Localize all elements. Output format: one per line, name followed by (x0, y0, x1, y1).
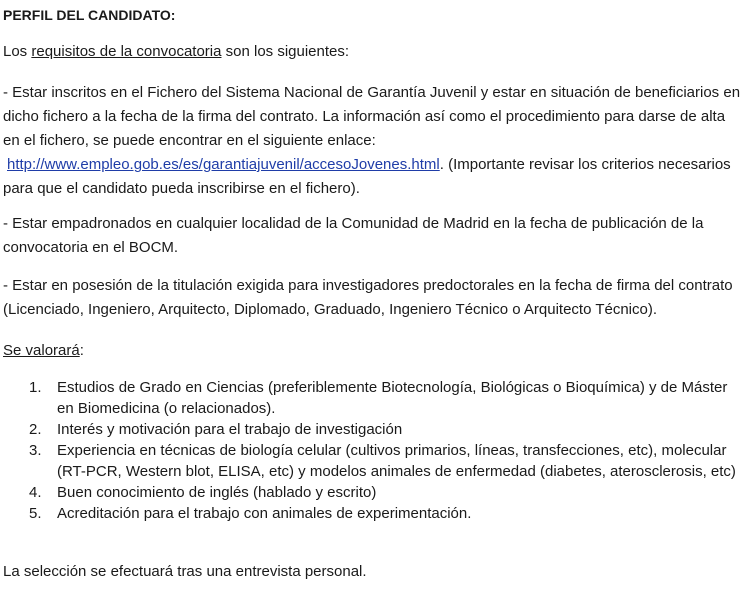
intro-suffix: son los siguientes: (221, 43, 350, 60)
intro-underlined: requisitos de la convocatoria (31, 43, 222, 60)
requirement-empadronamiento: - Estar empadronados en cualquier localidad de la Comunidad de Madrid en la fecha de publicación de la convocatoria en el BOCM. (3, 215, 704, 256)
requirement-1-text: - Estar inscritos en el Fichero del Sistema Nacional de Garantía Juvenil y estar en situación de beneficiarios en dicho fichero a la fecha de la firma del contrato. La información así como el procedimiento para darse de alta en el fichero, se puede encontrar en el siguiente enlace: (3, 84, 741, 149)
list-item-number: 3. (29, 442, 42, 459)
closing-sentence: La selección se efectuará tras una entrevista personal. (3, 563, 367, 580)
requirement-titulacion: - Estar en posesión de la titulación exigida para investigadores predoctorales en la fecha de firma del contrato (Licenciado, Ingeniero, Arquitecto, Diplomado, Graduado, Ingeniero Técnico o Arquitecto Técnico). (3, 277, 733, 318)
valued-heading-colon: : (79, 342, 84, 359)
requirement-garantia-juvenil (3, 81, 745, 201)
list-item-text: Interés y motivación para el trabajo de investigación (57, 421, 403, 438)
list-item (3, 440, 745, 482)
list-item (3, 377, 745, 419)
list-item (3, 503, 745, 524)
valued-list (3, 377, 745, 524)
list-item-text: Estudios de Grado en Ciencias (preferiblemente Biotecnología, Biológicas o Bioquímica) y de Máster en Biomedicina (o relacionados). (57, 379, 728, 417)
list-item-number: 1. (29, 379, 42, 396)
requirement-1-after: . (Importante revisar los criterios necesarios para que el candidato pueda inscribirse en el fichero). (3, 156, 731, 197)
intro-prefix: Los (3, 43, 32, 60)
list-item (3, 419, 745, 440)
valued-heading-text: Se valorará (3, 342, 80, 359)
list-item-text: Buen conocimiento de inglés (hablado y escrito) (57, 484, 377, 501)
valued-heading (3, 339, 745, 363)
list-item (3, 482, 745, 503)
list-item-number: 4. (29, 484, 42, 501)
list-item-text: Acreditación para el trabajo con animales de experimentación. (57, 505, 472, 522)
intro-paragraph (3, 40, 745, 64)
list-item-number: 2. (29, 421, 42, 438)
list-item-text: Experiencia en técnicas de biología celular (cultivos primarios, líneas, transfecciones, etc), molecular (RT-PCR, Western blot, ELISA, etc) y modelos animales de enfermedad (diabetes, aterosclerosis, etc) (57, 442, 736, 480)
garantia-juvenil-link[interactable]: http://www.empleo.gob.es/es/garantiajuvenil/accesoJovenes.html (7, 156, 440, 173)
list-item-number: 5. (29, 505, 42, 522)
section-title: PERFIL DEL CANDIDATO: (3, 7, 176, 23)
